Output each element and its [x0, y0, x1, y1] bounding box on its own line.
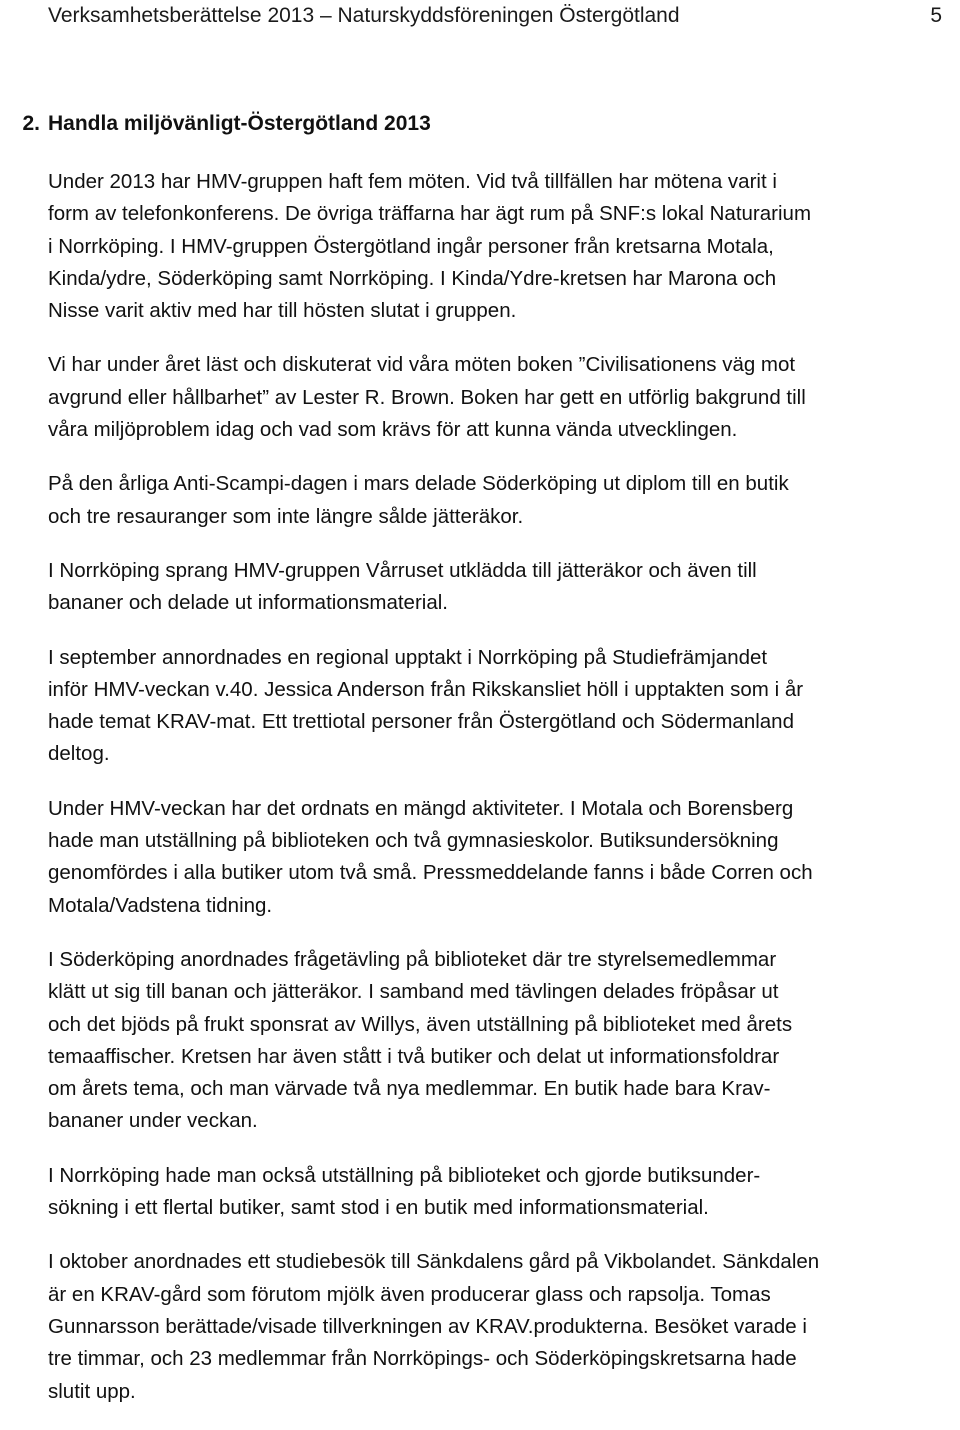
paragraph-norrkoping	[48, 1160, 952, 1225]
text-line: klätt ut sig till banan och jätteräkor. I samband med tävlingen delades fröpåsar ut	[48, 980, 779, 1004]
text-line: Nisse varit aktiv med har till hösten slutat i gruppen.	[48, 299, 517, 323]
text-line: På den årliga Anti-Scampi-dagen i mars delade Söderköping ut diplom till en butik	[48, 472, 789, 496]
paragraph-varruset	[48, 555, 952, 620]
text-line: inför HMV-veckan v.40. Jessica Anderson från Rikskansliet höll i upptakten som i år	[48, 677, 804, 701]
document-body	[48, 166, 952, 1430]
section-title: Handla miljövänligt-Östergötland 2013	[48, 112, 431, 135]
text-line: temaaffischer. Kretsen har även stått i två butiker och delat ut informationsfoldrar	[48, 1044, 780, 1068]
text-line: Vi har under året läst och diskuterat vid våra möten boken ”Civilisationens väg mot	[48, 353, 796, 377]
text-line: sökning i ett flertal butiker, samt stod i en butik med informationsmaterial.	[48, 1196, 709, 1220]
text-line: Gunnarsson berättade/visade tillverkningen av KRAV.produkterna. Besöket varade i	[48, 1314, 807, 1338]
text-line: och det bjöds på frukt sponsrat av Willys, även utställning på biblioteket med årets	[48, 1012, 793, 1036]
page-number: 5	[930, 4, 942, 27]
text-line: hade temat KRAV-mat. Ett trettiotal personer från Östergötland och Södermanland	[48, 710, 794, 734]
text-line: Kinda/ydre, Söderköping samt Norrköping. I Kinda/Ydre-kretsen har Marona och	[48, 266, 777, 290]
text-line: I september annordnades en regional upptakt i Norrköping på Studiefrämjandet	[48, 645, 768, 669]
paragraph-study-visit	[48, 1246, 952, 1407]
page-header	[48, 0, 942, 32]
paragraph-september	[48, 642, 952, 771]
text-line: i Norrköping. I HMV-gruppen Östergötland ingår personer från kretsarna Motala,	[48, 234, 774, 258]
text-line: avgrund eller hållbarhet” av Lester R. Brown. Boken har gett en utförlig bakgrund till	[48, 385, 806, 409]
text-line: deltog.	[48, 742, 110, 766]
text-line: Under HMV-veckan har det ordnats en mängd aktiviteter. I Motala och Borensberg	[48, 796, 794, 820]
paragraph-anti-scampi	[48, 468, 952, 533]
text-line: slutit upp.	[48, 1379, 136, 1403]
text-line: och tre resauranger som inte längre sålde jätteräkor.	[48, 504, 524, 528]
text-line: bananer och delade ut informationsmaterial.	[48, 591, 448, 615]
section-heading	[0, 112, 431, 136]
text-line: Under 2013 har HMV-gruppen haft fem möten. Vid två tillfällen har mötena varit i	[48, 170, 777, 193]
text-line: tre timmar, och 23 medlemmar från Norrköpings- och Söderköpingskretsarna hade	[48, 1347, 797, 1371]
section-number: 2.	[22, 112, 40, 135]
text-line: I Norrköping sprang HMV-gruppen Vårruset utklädda till jätteräkor och även till	[48, 558, 757, 582]
text-line: Motala/Vadstena tidning.	[48, 893, 273, 917]
text-line: form av telefonkonferens. De övriga träffarna har ägt rum på SNF:s lokal Naturarium	[48, 202, 812, 226]
text-line: I oktober anordnades ett studiebesök till Sänkdalens gård på Vikbolandet. Sänkdalen	[48, 1250, 820, 1274]
text-line: hade man utställning på biblioteken och två gymnasieskolor. Butiksundersökning	[48, 829, 779, 853]
text-line: våra miljöproblem idag och vad som krävs för att kunna vända utvecklingen.	[48, 418, 738, 442]
text-line: bananer under veckan.	[48, 1109, 258, 1133]
paragraph-soderkoping	[48, 944, 952, 1138]
text-line: I Norrköping hade man också utställning på biblioteket och gjorde butiksunder-	[48, 1163, 761, 1187]
text-line: I Söderköping anordnades frågetävling på biblioteket där tre styrelsemedlemmar	[48, 947, 777, 971]
text-line: är en KRAV-gård som förutom mjölk även producerar glass och rapsolja. Tomas	[48, 1282, 771, 1306]
text-line: genomfördes i alla butiker utom två små. Pressmeddelande fanns i både Corren och	[48, 861, 813, 885]
paragraph-meetings	[48, 166, 952, 327]
document-title: Verksamhetsberättelse 2013 – Naturskyddsföreningen Östergötland	[48, 4, 680, 27]
paragraph-book	[48, 349, 952, 446]
text-line: om årets tema, och man värvade två nya medlemmar. En butik hade bara Krav-	[48, 1077, 771, 1101]
paragraph-hmv-week	[48, 793, 952, 922]
